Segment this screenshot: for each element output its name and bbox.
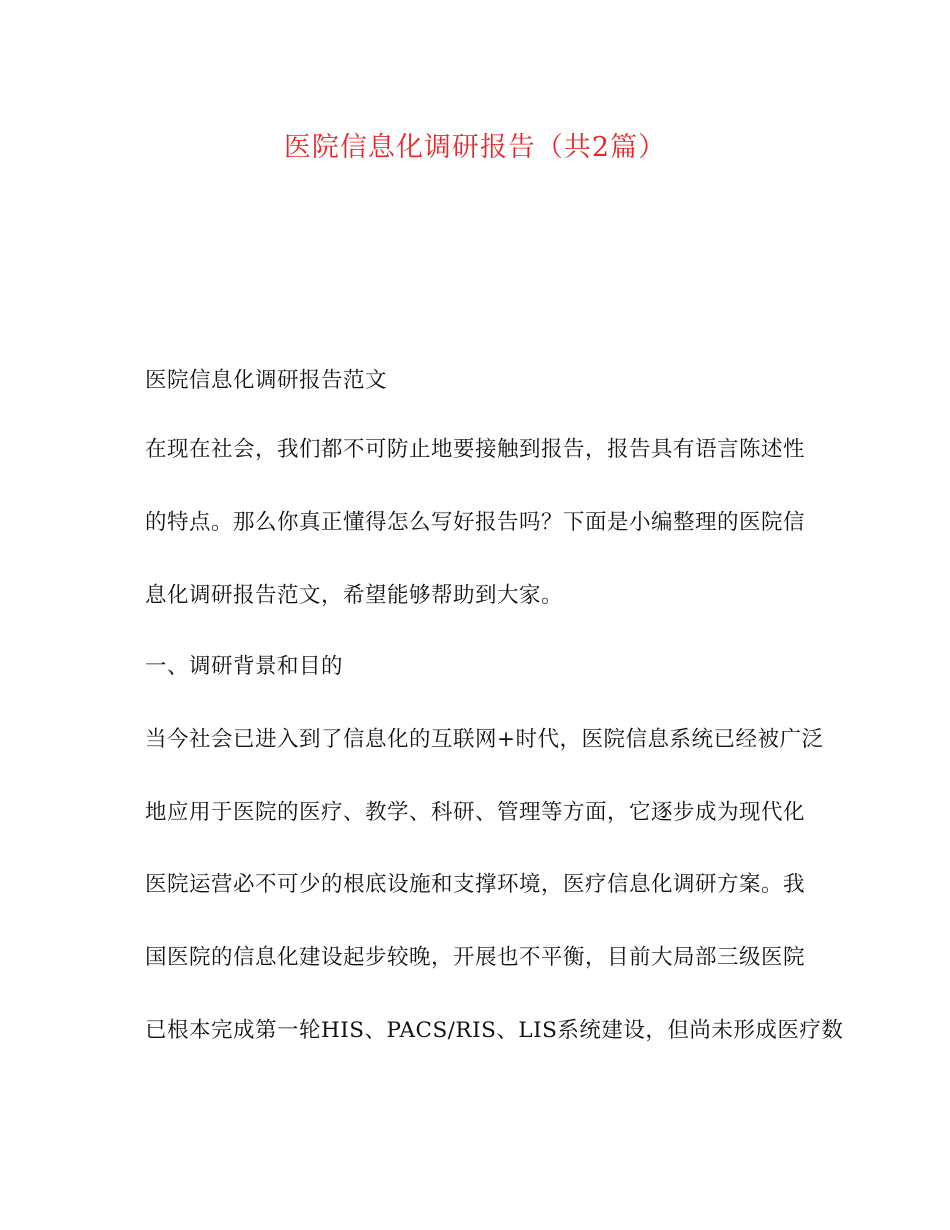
paragraph-line: 在现在社会，我们都不可防止地要接触到报告，报告具有语言陈述性 bbox=[145, 437, 806, 462]
paragraph-line: 地应用于医院的医疗、教学、科研、管理等方面，它逐步成为现代化 bbox=[145, 800, 806, 825]
document-title: 医院信息化调研报告（共2篇） bbox=[283, 132, 667, 163]
paragraph-line: 医院运营必不可少的根底设施和支撑环境，医疗信息化调研方案。我 bbox=[145, 872, 806, 897]
paragraph-line: 已根本完成第一轮HIS、PACS/RIS、LIS系统建设，但尚未形成医疗数 bbox=[145, 1018, 844, 1043]
paragraph-line: 息化调研报告范文，希望能够帮助到大家。 bbox=[145, 583, 564, 608]
paragraph-line: 当今社会已进入到了信息化的互联网+时代，医院信息系统已经被广泛 bbox=[145, 727, 824, 752]
section-heading: 一、调研背景和目的 bbox=[145, 654, 344, 679]
section-heading: 医院信息化调研报告范文 bbox=[145, 368, 388, 393]
paragraph-line: 的特点。那么你真正懂得怎么写好报告吗？下面是小编整理的医院信 bbox=[145, 510, 806, 535]
paragraph-line: 国医院的信息化建设起步较晚，开展也不平衡，目前大局部三级医院 bbox=[145, 945, 806, 970]
